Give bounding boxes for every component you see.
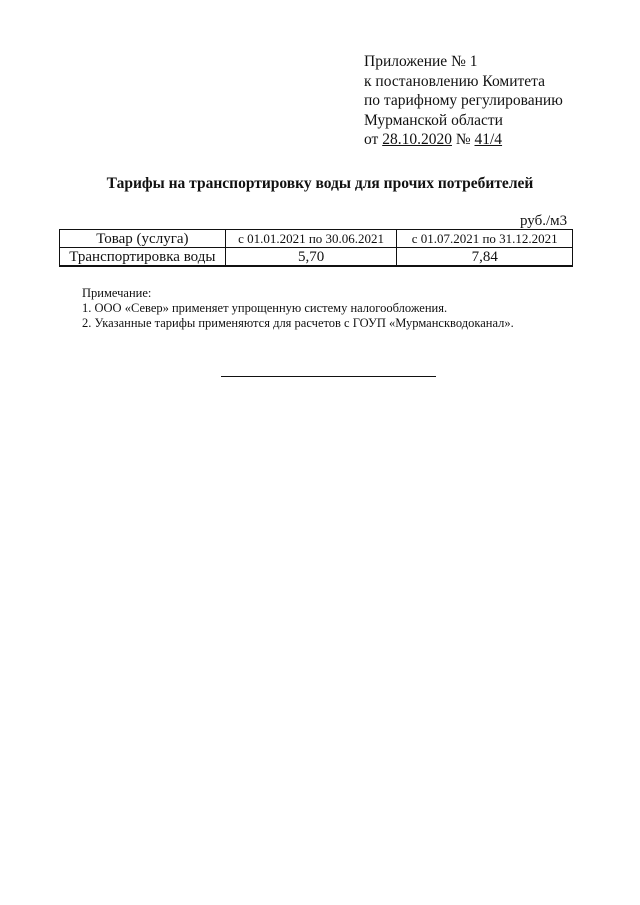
appendix-date-line [364, 130, 563, 150]
note-item: 2. Указанные тарифы применяются для расчетов с ГОУП «Мурманскводоканал». [82, 316, 514, 330]
resolution-date: 28.10.2020 [382, 131, 452, 148]
unit-label: руб./м3 [520, 213, 568, 229]
cell-tariff-period-1: 5,70 [225, 248, 397, 267]
closing-divider [221, 376, 436, 377]
appendix-line-2: к постановлению Комитета [364, 72, 545, 90]
resolution-number: 41/4 [474, 131, 503, 148]
cell-product-name: Транспортировка воды [60, 248, 226, 267]
notes-heading: Примечание: [82, 286, 152, 300]
appendix-header [364, 52, 563, 150]
document-title: Тарифы на транспортировку воды для прочих потребителей [106, 175, 534, 192]
header-cell-period-1: с 01.01.2021 по 30.06.2021 [225, 230, 397, 248]
table-row [60, 248, 573, 267]
note-item: 1. ООО «Север» применяет упрощенную систему налогообложения. [82, 301, 448, 315]
notes-section [82, 286, 514, 331]
header-cell-product: Товар (услуга) [60, 230, 226, 248]
header-cell-period-2: с 01.07.2021 по 31.12.2021 [397, 230, 573, 248]
cell-tariff-period-2: 7,84 [397, 248, 573, 267]
number-sign: № [451, 131, 475, 148]
appendix-line-4: Мурманской области [364, 111, 503, 129]
table-header-row [60, 230, 573, 248]
date-prefix: от [364, 131, 383, 148]
appendix-line-3: по тарифному регулированию [364, 92, 563, 109]
appendix-title: Приложение № 1 [364, 53, 478, 70]
tariff-table [59, 229, 573, 267]
